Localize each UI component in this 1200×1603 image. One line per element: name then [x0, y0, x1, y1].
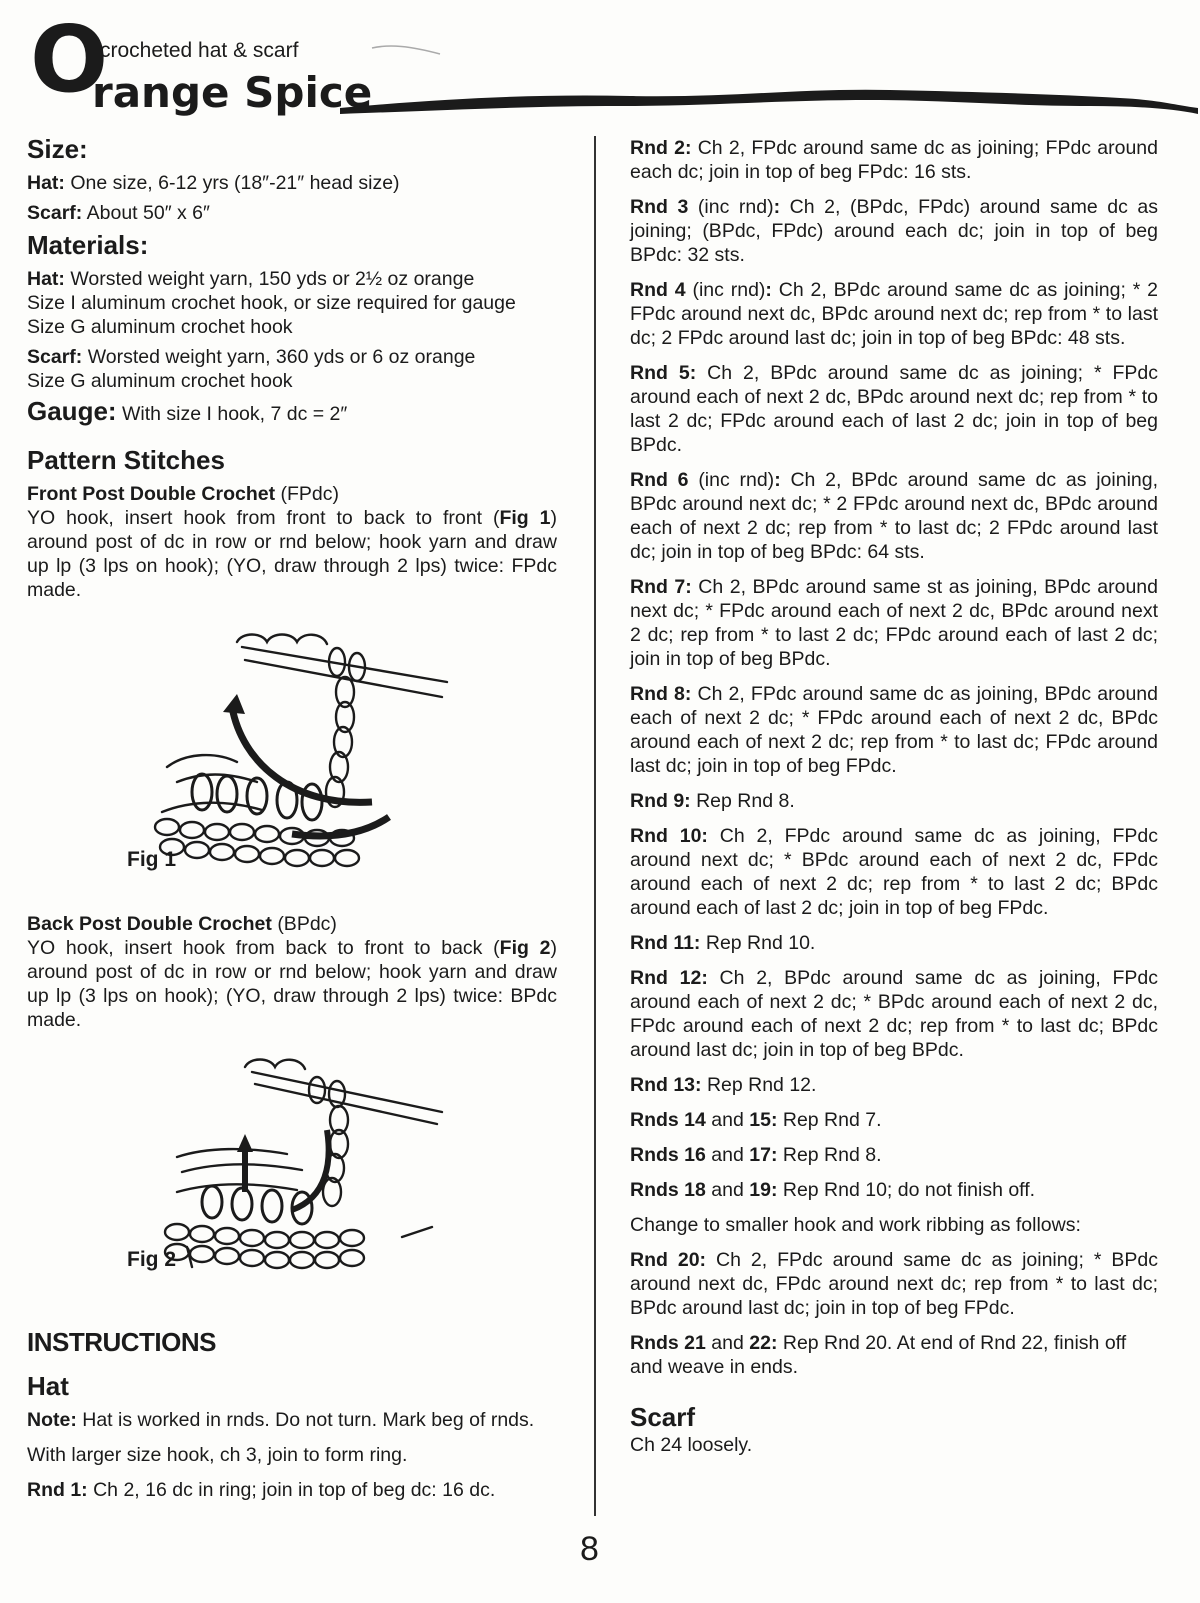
rnds-16-and: and — [711, 1144, 744, 1166]
rnd-5-text: Ch 2, BPdc around same dc as joining; * FPdc around each of next 2 dc, BPdc around next dc; rep from * to last 2 dc; FPdc around each of last 2 dc; join in top of beg BPdc. — [630, 362, 1158, 456]
size-scarf-label: Scarf: — [27, 202, 83, 224]
materials-hat-label: Hat: — [27, 268, 65, 290]
rnds-21-and: and — [711, 1332, 744, 1354]
rnds-16-text: Rep Rnd 8. — [782, 1144, 882, 1166]
rnd-13-text: Rep Rnd 12. — [706, 1074, 817, 1096]
rnd-3-colon: : — [773, 196, 781, 218]
rnd-4-label: Rnd 4 — [630, 279, 686, 301]
rnd-4-text: Ch 2, BPdc around same dc as joining; * 2 FPdc around next dc, BPdc around next dc; rep from * to last dc; 2 FPdc around last dc; join in top of beg BPdc: 48 sts. — [630, 279, 1159, 349]
fig-1-label: Fig 1 — [127, 848, 177, 871]
scarf-text: Ch 24 loosely. — [630, 1434, 753, 1456]
rnd-10-text: Ch 2, FPdc around same dc as joining, FPdc around next dc; * BPdc around each of next 2 dc, FPdc around each of next 2 dc; rep from * to last 2 dc; BPdc around each of last 2 dc; join in top of beg FPdc. — [630, 825, 1158, 919]
note-label: Note: — [27, 1409, 77, 1431]
materials-heading: Materials: — [27, 230, 149, 260]
rnd-6-inc: (inc rnd) — [698, 469, 775, 491]
bpdc-text-end: ) around post of dc in row or rnd below; hook yarn and draw up lp (3 lps on hook); (YO, draw through 2 lps) twice: BPdc made. — [27, 937, 557, 1031]
materials-scarf-line-1: Worsted weight yarn, 360 yds or 6 oz orange — [87, 346, 476, 368]
size-heading: Size: — [27, 134, 88, 164]
fig-2-drawing — [27, 1032, 557, 1300]
gauge-label: Gauge: — [27, 396, 117, 426]
rnd-10-label: Rnd 10: — [630, 825, 708, 847]
rnds-21-label-a: Rnds 21 — [630, 1332, 706, 1354]
page-title: range Spice — [92, 68, 373, 117]
rnd-6-label: Rnd 6 — [630, 469, 689, 491]
rnds-14-text: Rep Rnd 7. — [782, 1109, 882, 1131]
rnd-7-text: Ch 2, BPdc around same st as joining, BPdc around next dc; * FPdc around each of next 2 dc, BPdc around next 2 dc; rep from * to last 2 dc; FPdc around each of last 2 dc; join in top of beg BPdc. — [630, 576, 1158, 670]
rnds-21-label-b: 22: — [749, 1332, 778, 1354]
rnd-12-text: Ch 2, BPdc around same dc as joining, FPdc around each of next 2 dc; * BPdc around each of next 2 dc, FPdc around each of next 2 dc; rep from * to last dc; BPdc around last dc; join in top of beg BPdc. — [630, 967, 1158, 1061]
hat-heading: Hat — [27, 1371, 69, 1401]
rnds-18-and: and — [711, 1179, 744, 1201]
rnds-18-label-a: Rnds 18 — [630, 1179, 706, 1201]
bpdc-name: Back Post Double Crochet — [27, 913, 272, 935]
bpdc-fig-ref: Fig 2 — [499, 937, 551, 959]
rnd-8-text: Ch 2, FPdc around same dc as joining, BPdc around each of next 2 dc; * FPdc around each of next 2 dc, BPdc around each of next 2 dc; rep from * to last dc; FPdc around last dc; join in top of beg FPdc. — [630, 683, 1158, 777]
rnd-3-text: Ch 2, (BPdc, FPdc) around same dc as joining; (BPdc, FPdc) around each dc; join in top of beg BPdc: 32 sts. — [630, 196, 1158, 266]
rnd-7-label: Rnd 7: — [630, 576, 692, 598]
page-number: 8 — [580, 1530, 599, 1568]
rnd-1-text: Ch 2, 16 dc in ring; join in top of beg dc: 16 dc. — [93, 1479, 496, 1501]
rnd-4-colon: : — [765, 279, 772, 301]
rnd-13-label: Rnd 13: — [630, 1074, 702, 1096]
fpdc-abbr: (FPdc) — [280, 483, 340, 505]
fpdc-text-start: YO hook, insert hook from front to back to front ( — [27, 507, 500, 529]
fig-2-illustration — [27, 1032, 557, 1300]
materials-hat-line-2: Size I aluminum crochet hook, or size required for gauge — [27, 292, 516, 314]
rnds-21-text: Rep Rnd 20. At end of Rnd 22, finish off and weave in ends. — [630, 1332, 1127, 1378]
rnd-12-label: Rnd 12: — [630, 967, 708, 989]
rnd-20-text: Ch 2, FPdc around same dc as joining; * BPdc around next dc, FPdc around next dc; rep from * to last dc; BPdc around last dc; join in top of beg FPdc. — [630, 1249, 1158, 1319]
rnd-20-label: Rnd 20: — [630, 1249, 707, 1271]
rnd-9-text: Rep Rnd 8. — [696, 790, 795, 812]
materials-hat-line-1: Worsted weight yarn, 150 yds or 2½ oz orange — [70, 268, 475, 290]
fig-1-drawing — [27, 602, 557, 892]
note-text: Hat is worked in rnds. Do not turn. Mark beg of rnds. — [82, 1409, 535, 1431]
instructions-heading: INSTRUCTIONS — [27, 1327, 216, 1357]
rnd-3-label: Rnd 3 — [630, 196, 689, 218]
size-scarf-text: About 50″ x 6″ — [86, 202, 210, 224]
rnd-6-text: Ch 2, BPdc around same dc as joining, BPdc around next dc; * 2 FPdc around next dc, BPdc around each of next 2 dc; rep from * to last dc; 2 FPdc around last dc; join in top of beg BPdc: 64 sts. — [630, 469, 1159, 563]
title-initial: O — [30, 6, 107, 113]
rnd-5-label: Rnd 5: — [630, 362, 697, 384]
rnd-3-inc: (inc rnd) — [697, 196, 774, 218]
rnds-14-label-a: Rnds 14 — [630, 1109, 706, 1131]
fpdc-text-end: ) around post of dc in row or rnd below; hook yarn and draw up lp (3 lps on hook); (YO, draw through 2 lps) twice: FPdc made. — [27, 507, 557, 601]
rnds-16-label-b: 17: — [749, 1144, 778, 1166]
rnds-18-text: Rep Rnd 10; do not finish off. — [782, 1179, 1036, 1201]
rnds-18-label-b: 19: — [749, 1179, 778, 1201]
rnd-2-label: Rnd 2: — [630, 137, 692, 159]
subtitle: crocheted hat & scarf — [100, 39, 299, 62]
rnd-11-text: Rep Rnd 10. — [705, 932, 816, 954]
pattern-stitches-heading: Pattern Stitches — [27, 445, 225, 475]
gauge-text: With size I hook, 7 dc = 2″ — [122, 403, 348, 425]
rnd-9-label: Rnd 9: — [630, 790, 691, 812]
rnd-8-label: Rnd 8: — [630, 683, 692, 705]
fpdc-name: Front Post Double Crochet — [27, 483, 276, 505]
materials-scarf-label: Scarf: — [27, 346, 83, 368]
rnd-1-label: Rnd 1: — [27, 1479, 88, 1501]
column-divider — [594, 136, 596, 1516]
size-hat-text: One size, 6-12 yrs (18″-21″ head size) — [70, 172, 400, 194]
left-column — [27, 133, 557, 1502]
rnds-14-and: and — [711, 1109, 744, 1131]
size-hat-label: Hat: — [27, 172, 65, 194]
materials-hat-line-3: Size G aluminum crochet hook — [27, 316, 293, 338]
materials-scarf-line-2: Size G aluminum crochet hook — [27, 370, 293, 392]
rnd-11-label: Rnd 11: — [630, 932, 701, 954]
rnds-14-label-b: 15: — [749, 1109, 778, 1131]
scarf-heading: Scarf — [630, 1402, 696, 1432]
fig-2-label: Fig 2 — [127, 1248, 177, 1271]
header-swoosh-decoration — [330, 36, 1200, 136]
bpdc-text-start: YO hook, insert hook from back to front to back ( — [27, 937, 500, 959]
bpdc-abbr: (BPdc) — [277, 913, 337, 935]
ribbing-instruction: Change to smaller hook and work ribbing as follows: — [630, 1214, 1081, 1236]
rnd-6-colon: : — [774, 469, 781, 491]
rnds-16-label-a: Rnds 16 — [630, 1144, 706, 1166]
fig-1-illustration — [27, 602, 557, 892]
rnd-2-text: Ch 2, FPdc around same dc as joining; FPdc around each dc; join in top of beg FPdc: 16 sts. — [630, 137, 1158, 183]
fpdc-fig-ref: Fig 1 — [499, 507, 551, 529]
right-column — [630, 136, 1158, 1457]
rnd-4-inc: (inc rnd) — [692, 279, 766, 301]
start-text: With larger size hook, ch 3, join to form ring. — [27, 1444, 408, 1466]
